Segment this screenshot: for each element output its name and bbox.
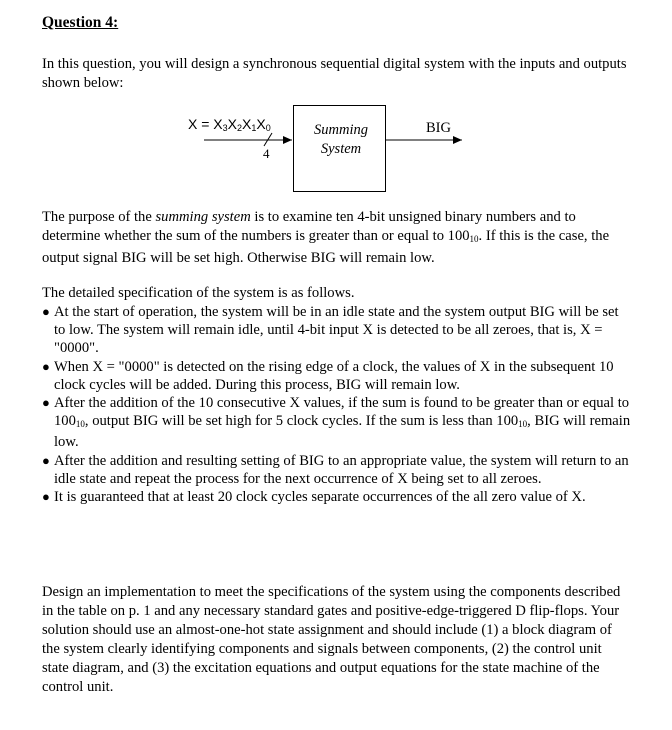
box-label-line2: System <box>320 141 362 157</box>
bullet-icon: ● <box>42 304 50 319</box>
list-item: ● After the addition and resulting setting of BIG to an appropriate value, the system will return to an idle state and repeat the process for the next occurrence of X being set to all zeroes. <box>42 452 629 487</box>
list-item: ● At the start of operation, the system will be in an idle state and the system output BIG will be set to low. The system will remain idle, until 4-bit input X is detected to be all zeroes, that is, X = "0000". <box>42 304 619 357</box>
box-label <box>310 121 372 159</box>
box-label-line1: Summing <box>314 122 368 138</box>
bullet-icon: ● <box>42 358 50 374</box>
list-item: ● When X = "0000" is detected on the rising edge of a clock, the values of X in the subsequent 10 clock cycles will be added. During this process, BIG will remain low. <box>42 358 614 393</box>
output-label: BIG <box>426 120 451 136</box>
list-item: ● It is guaranteed that at least 20 clock cycles separate occurrences of the all zero value of X. <box>42 489 586 506</box>
input-label: $X = X_3X_2X_1X_0$ <box>188 116 271 133</box>
bus-width-label: 4 <box>263 146 270 161</box>
output-arrowhead <box>453 136 462 144</box>
bullet-icon: ● <box>42 452 50 468</box>
bullet-icon: ● <box>42 489 50 505</box>
spec-list <box>42 303 632 506</box>
bullet-icon: ● <box>42 395 50 411</box>
list-item: ● After the addition of the 10 consecutive X values, if the sum is found to be greater than or equal to $100_{10}$, output BIG will be set high for 5 clock cycles. If the sum is less than $100_{10}$, BIG will remain low. <box>42 395 631 451</box>
input-arrowhead <box>283 136 292 144</box>
intro-paragraph: In this question, you will design a synchronous sequential digital system with the inputs and outputs shown below: <box>42 56 627 91</box>
purpose-paragraph: The purpose of the summing system is to examine ten 4-bit unsigned binary numbers and to determine whether the sum of the numbers is greater than or equal to $100_{10}$. If this is the case, the output signal BIG will be set high. Otherwise BIG will remain low. <box>42 209 610 266</box>
page-title: Question 4: <box>42 14 119 31</box>
spec-heading: The detailed specification of the system is as follows. <box>42 285 355 301</box>
design-paragraph: Design an implementation to meet the specifications of the system using the components described in the table on p. 1 and any necessary standard gates and positive-edge-triggered D flip-flops. Your solution should use an almost-one-hot state assignment and should include (1) a block diagram of the system clearly identifying components and signals between components, (2) the control unit state diagram, and (3) the excitation equations and output equations for the state machine of the control unit. <box>42 584 621 695</box>
